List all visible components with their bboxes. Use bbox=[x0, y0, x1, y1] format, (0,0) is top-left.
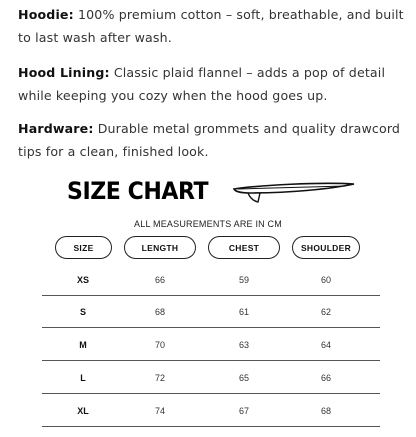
measurement-note: ALL MEASUREMENTS ARE IN CM bbox=[134, 219, 282, 229]
size-cell: S bbox=[79, 307, 86, 317]
size-cell: XL bbox=[77, 406, 89, 416]
length-cell: 66 bbox=[154, 275, 165, 285]
hood-lining-label: Hood Lining: bbox=[18, 65, 110, 80]
header-size: SIZE bbox=[55, 236, 112, 259]
chest-cell: 65 bbox=[238, 373, 249, 383]
size-chart-title: SIZE CHART bbox=[67, 177, 209, 205]
table-row bbox=[42, 395, 380, 427]
size-cell: XS bbox=[76, 275, 89, 285]
hardware-text: Durable metal grommets and quality drawcord tips for a clean, finished look. bbox=[18, 121, 401, 159]
shoulder-cell: 60 bbox=[320, 275, 331, 285]
hood-lining-description bbox=[18, 61, 410, 107]
length-cell: 68 bbox=[154, 307, 165, 317]
table-row bbox=[42, 362, 380, 394]
chest-cell: 61 bbox=[238, 307, 249, 317]
header-shoulder: SHOULDER bbox=[292, 236, 360, 259]
hoodie-label: Hoodie: bbox=[18, 7, 74, 22]
size-cell: M bbox=[79, 340, 87, 350]
length-cell: 72 bbox=[154, 373, 165, 383]
chest-cell: 63 bbox=[238, 340, 249, 350]
shoulder-cell: 64 bbox=[320, 340, 331, 350]
shoulder-cell: 68 bbox=[320, 406, 331, 416]
chest-cell: 59 bbox=[238, 275, 249, 285]
hardware-label: Hardware: bbox=[18, 121, 94, 136]
table-row bbox=[42, 264, 380, 296]
hardware-description bbox=[18, 117, 410, 163]
header-chest: CHEST bbox=[208, 236, 280, 259]
table-row bbox=[42, 329, 380, 361]
table-row bbox=[42, 296, 380, 328]
hood-lining-text: Classic plaid flannel – adds a pop of detail while keeping you cozy when the hood goes up. bbox=[18, 65, 386, 103]
length-cell: 74 bbox=[154, 406, 165, 416]
size-cell: L bbox=[80, 373, 86, 383]
chest-cell: 67 bbox=[238, 406, 249, 416]
surfboard-icon bbox=[230, 180, 358, 206]
length-cell: 70 bbox=[154, 340, 165, 350]
hoodie-text: 100% premium cotton – soft, breathable, and built to last wash after wash. bbox=[18, 7, 404, 45]
shoulder-cell: 62 bbox=[320, 307, 331, 317]
shoulder-cell: 66 bbox=[320, 373, 331, 383]
header-length: LENGTH bbox=[124, 236, 196, 259]
hoodie-description bbox=[18, 3, 410, 49]
